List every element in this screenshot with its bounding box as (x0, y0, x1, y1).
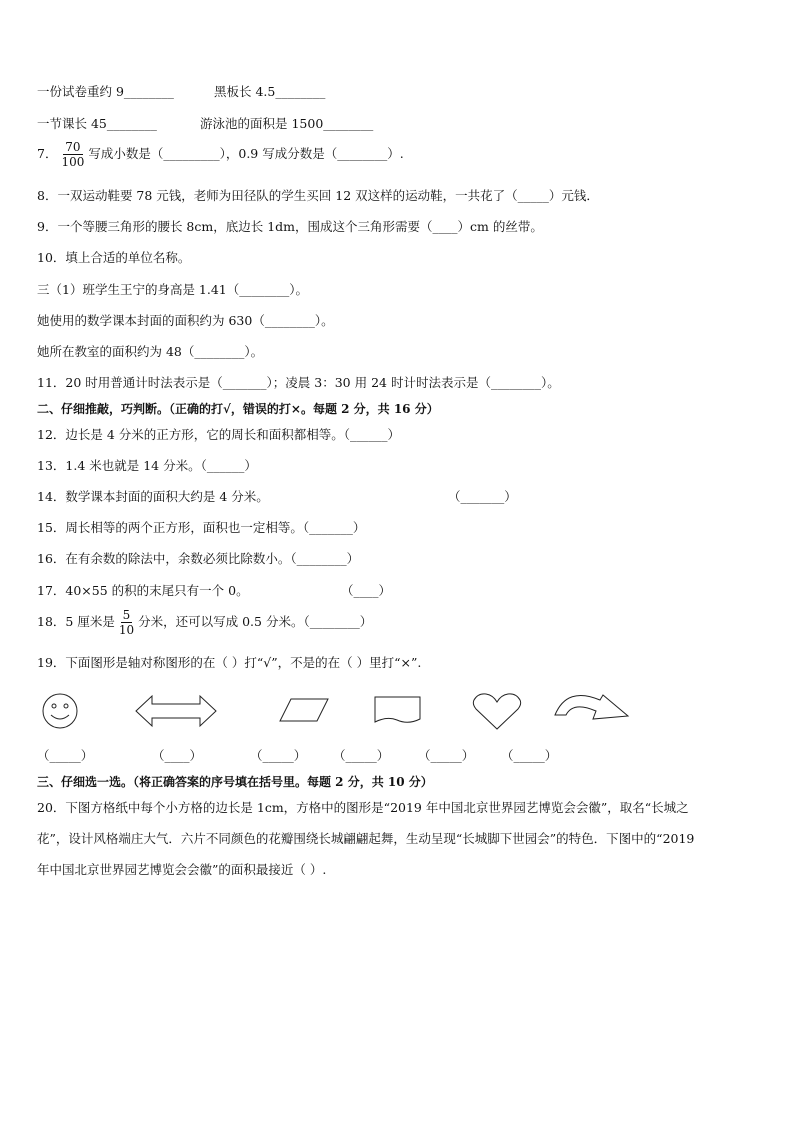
question-20-line-2: 花”，设计风格端庄大气．六片不同颜色的花瓣围绕长城翩翩起舞，生动呈现“长城脚下世园会”的特色．下图中的“2019 (37, 831, 695, 846)
question-20-line-3: 年中国北京世界园艺博览会会徽”的面积最接近（ ）. (37, 862, 327, 877)
question-12: 12．边长是 4 分米的正方形，它的周长和面积都相等。（______） (37, 427, 401, 442)
question-17: 17．40×55 的积的末尾只有一个 0。 (37, 583, 249, 598)
flag-icon (373, 695, 423, 725)
question-15: 15．周长相等的两个正方形，面积也一定相等。（_______） (37, 520, 366, 535)
question-9: 9．一个等腰三角形的腰长 8cm，底边长 1dm，围成这个三角形需要（____）cm 的丝带。 (37, 219, 543, 234)
q7-fraction (59, 140, 86, 169)
question-14: 14．数学课本封面的面积大约是 4 分米。 (37, 489, 269, 504)
q18-denominator: 10 (118, 623, 135, 637)
unit-board-length: 黑板长 4.5________ (214, 84, 326, 99)
q17-blank: （____） (341, 583, 392, 598)
section-3-heading: 三、仔细选一选。（将正确答案的序号填在括号里。每题 2 分，共 10 分） (37, 775, 433, 789)
q19-blank-5: （_____） (418, 748, 475, 763)
question-16: 16．在有余数的除法中，余数必须比除数小。（________） (37, 551, 360, 566)
double-arrow-icon (135, 694, 217, 728)
unit-class-length: 一节课长 45________ (37, 116, 157, 131)
question-8: 8．一双运动鞋要 78 元钱，老师为田径队的学生买回 12 双这样的运动鞋，一共花了（_____）元钱． (37, 188, 599, 203)
q7-denominator: 100 (61, 155, 85, 169)
q7-prefix: 7． (37, 146, 58, 161)
q19-blank-6: （_____） (501, 748, 558, 763)
q18-prefix: 18．5 厘米是 (37, 614, 115, 629)
unit-paper-weight: 一份试卷重约 9________ (37, 84, 174, 99)
question-20-line-1: 20．下图方格纸中每个小方格的边长是 1cm，方格中的图形是“2019 年中国北京世界园艺博览会会徽”，取名“长城之 (37, 800, 689, 815)
heart-icon (471, 692, 523, 732)
q18-numerator: 5 (122, 608, 131, 622)
question-10-b: 她使用的数学课本封面的面积约为 630（________）。 (37, 313, 334, 328)
q18-fraction (117, 608, 136, 637)
section-2-heading: 二、仔细推敲，巧判断。（正确的打√，错误的打×。每题 2 分，共 16 分） (37, 402, 439, 416)
q7-numerator: 70 (65, 140, 81, 154)
parallelogram-icon (278, 697, 330, 723)
unit-pool-area: 游泳池的面积是 1500________ (200, 116, 374, 131)
question-10-title: 10．填上合适的单位名称。 (37, 250, 191, 265)
q19-blank-2: （____） (152, 748, 203, 763)
q14-blank: （_______） (448, 489, 517, 504)
q18-suffix: 分米，还可以写成 0.5 分米。（________） (138, 614, 373, 629)
question-18 (37, 608, 372, 637)
q7-suffix: 写成小数是（_________），0.9 写成分数是（________）. (88, 146, 404, 161)
q19-blank-4: （_____） (333, 748, 390, 763)
smiley-icon (38, 692, 82, 730)
question-11: 11．20 时用普通计时法表示是（_______）；凌晨 3：30 用 24 时计时法表示是（________）。 (37, 375, 560, 390)
question-19: 19．下面图形是轴对称图形的在（ ）打“√”，不是的在（ ）里打“×”. (37, 655, 422, 670)
q19-blank-3: （_____） (250, 748, 307, 763)
curved-arrow-icon (553, 690, 631, 730)
q19-blank-1: （_____） (37, 748, 94, 763)
question-10-a: 三（1）班学生王宁的身高是 1.41（________）。 (37, 282, 309, 297)
question-13: 13．1.4 米也就是 14 分米。（______） (37, 458, 257, 473)
question-7 (37, 140, 404, 169)
question-10-c: 她所在教室的面积约为 48（________）。 (37, 344, 264, 359)
